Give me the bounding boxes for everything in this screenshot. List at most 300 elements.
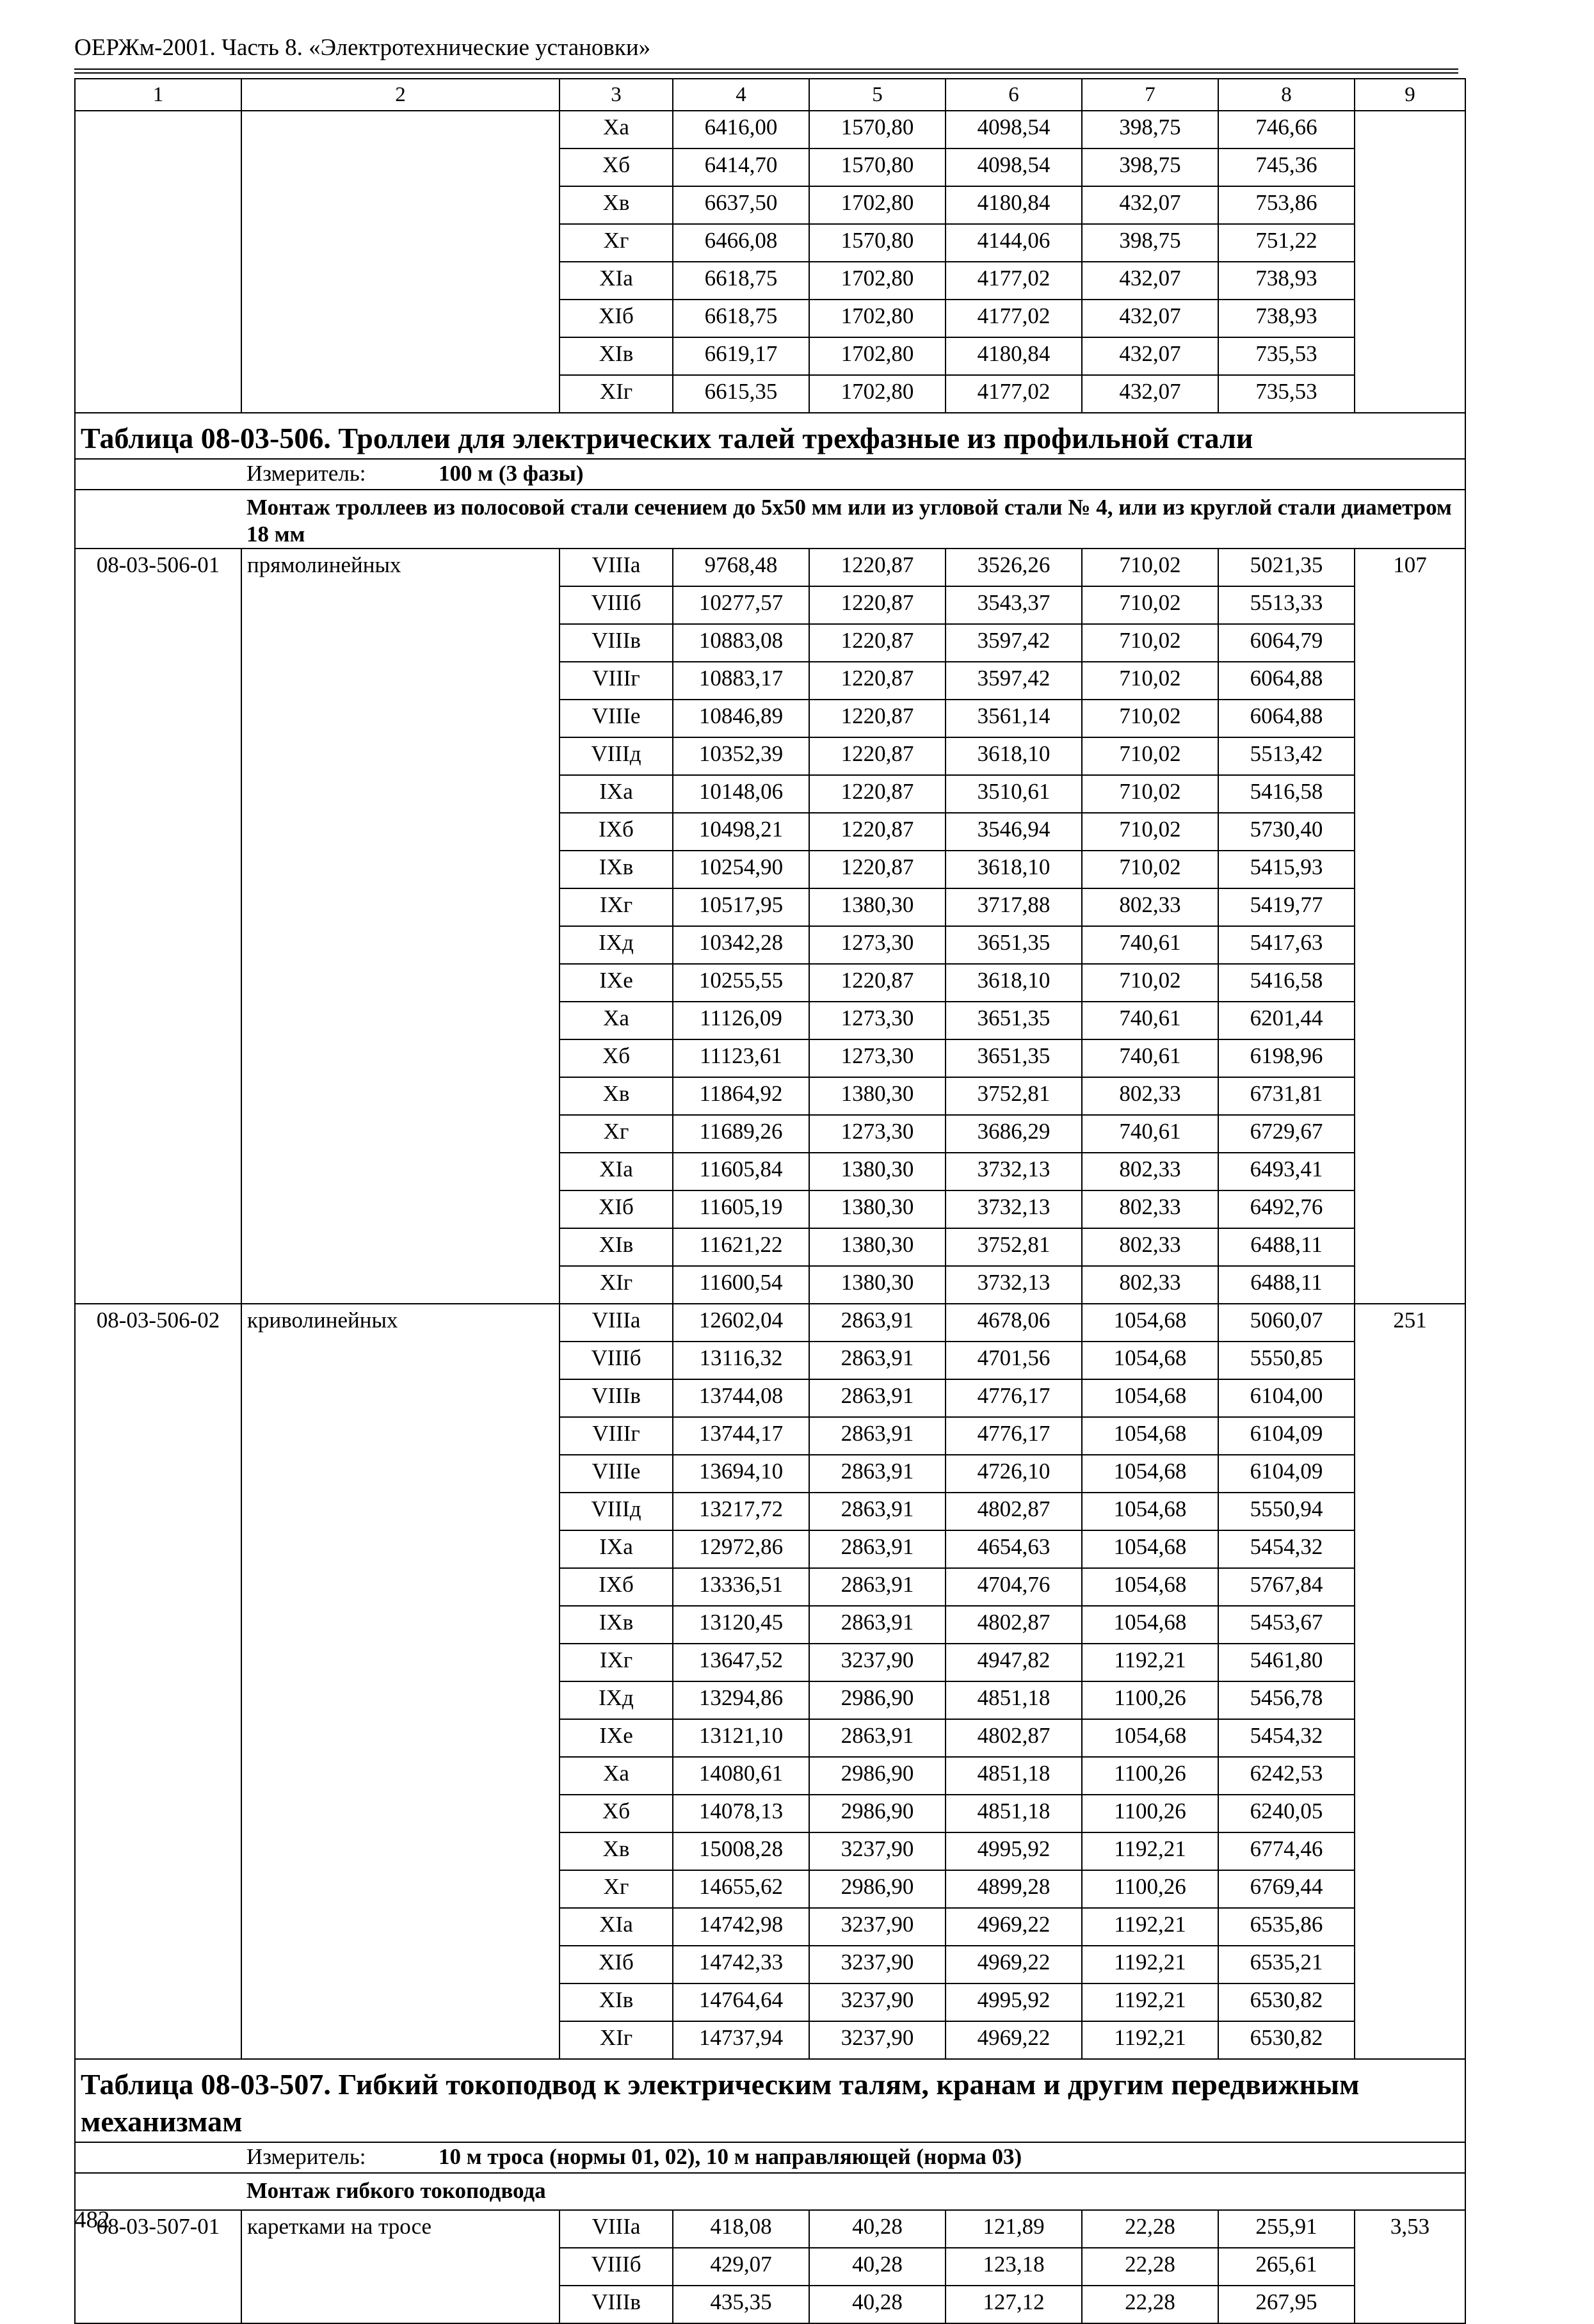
empty-cell — [1355, 1530, 1465, 1568]
empty-cell — [241, 1228, 560, 1266]
price-value: 3651,35 — [946, 926, 1082, 964]
price-value: 5416,58 — [1218, 775, 1355, 813]
empty-cell — [241, 926, 560, 964]
price-value: 1380,30 — [809, 1266, 946, 1304]
measure-row — [75, 459, 1465, 490]
table-row — [75, 1153, 1465, 1190]
price-value: 14764,64 — [673, 1983, 809, 2021]
price-value: 3618,10 — [946, 737, 1082, 775]
price-value: 710,02 — [1082, 775, 1218, 813]
price-value: 2986,90 — [809, 1757, 946, 1795]
empty-cell — [1355, 1228, 1465, 1266]
price-value: 4851,18 — [946, 1681, 1082, 1719]
zone-label: XIa — [560, 1153, 673, 1190]
price-value: 746,66 — [1218, 111, 1355, 148]
price-value: 1220,87 — [809, 775, 946, 813]
empty-cell — [1355, 1606, 1465, 1644]
price-value: 1380,30 — [809, 1077, 946, 1115]
price-value: 5453,67 — [1218, 1606, 1355, 1644]
empty-cell — [1355, 1417, 1465, 1455]
price-value: 265,61 — [1218, 2248, 1355, 2286]
price-value: 13120,45 — [673, 1606, 809, 1644]
price-value: 4180,84 — [946, 186, 1082, 224]
empty-cell — [241, 1870, 560, 1908]
price-value: 11600,54 — [673, 1266, 809, 1304]
price-value: 1380,30 — [809, 1153, 946, 1190]
price-value: 1220,87 — [809, 662, 946, 700]
price-value: 1702,80 — [809, 300, 946, 337]
price-value: 5550,94 — [1218, 1493, 1355, 1530]
empty-cell — [75, 775, 241, 813]
empty-cell — [241, 1795, 560, 1832]
empty-cell — [1355, 1115, 1465, 1153]
price-value: 1273,30 — [809, 926, 946, 964]
price-value: 6619,17 — [673, 337, 809, 375]
table-row — [75, 1077, 1465, 1115]
zone-label: VIIIд — [560, 737, 673, 775]
zone-label: VIIIe — [560, 700, 673, 737]
price-value: 2863,91 — [809, 1379, 946, 1417]
price-value: 40,28 — [809, 2286, 946, 2323]
table-row — [75, 1946, 1465, 1983]
price-value: 5454,32 — [1218, 1719, 1355, 1757]
price-value: 11605,19 — [673, 1190, 809, 1228]
price-value: 1192,21 — [1082, 1983, 1218, 2021]
price-value: 6466,08 — [673, 224, 809, 262]
price-value: 2986,90 — [809, 1870, 946, 1908]
price-value: 1100,26 — [1082, 1681, 1218, 1719]
empty-cell — [75, 148, 241, 186]
empty-cell — [75, 2142, 241, 2173]
price-value: 5454,32 — [1218, 1530, 1355, 1568]
price-value: 10517,95 — [673, 888, 809, 926]
zone-label: XIб — [560, 1190, 673, 1228]
measure-value: 100 м (3 фазы) — [439, 461, 584, 486]
column-number: 6 — [946, 79, 1082, 111]
price-value: 5419,77 — [1218, 888, 1355, 926]
price-value: 4899,28 — [946, 1870, 1082, 1908]
column-number: 7 — [1082, 79, 1218, 111]
price-value: 2986,90 — [809, 1681, 946, 1719]
price-value: 11621,22 — [673, 1228, 809, 1266]
empty-cell — [75, 662, 241, 700]
column-number: 4 — [673, 79, 809, 111]
table-row — [75, 964, 1465, 1002]
price-value: 740,61 — [1082, 1115, 1218, 1153]
price-value: 3686,29 — [946, 1115, 1082, 1153]
price-value: 751,22 — [1218, 224, 1355, 262]
empty-cell — [1355, 624, 1465, 662]
price-value: 6535,86 — [1218, 1908, 1355, 1946]
price-value: 4776,17 — [946, 1417, 1082, 1455]
empty-cell — [241, 1455, 560, 1493]
header-rule — [74, 72, 1458, 74]
price-value: 13647,52 — [673, 1644, 809, 1681]
price-value: 3651,35 — [946, 1002, 1082, 1039]
zone-label: VIIIб — [560, 1342, 673, 1379]
work-subtitle: Монтаж троллеев из полосовой стали сечением до 5х50 мм или из угловой стали № 4, или из круглой стали диаметром 18 мм — [241, 490, 1465, 549]
price-value: 6729,67 — [1218, 1115, 1355, 1153]
price-value: 1380,30 — [809, 1228, 946, 1266]
empty-cell — [75, 186, 241, 224]
measure-label: Измеритель: — [246, 2144, 366, 2169]
price-value: 3237,90 — [809, 1832, 946, 1870]
price-value: 3752,81 — [946, 1228, 1082, 1266]
empty-cell — [241, 1606, 560, 1644]
empty-cell — [1355, 813, 1465, 851]
price-value: 1192,21 — [1082, 2021, 1218, 2059]
column-number: 5 — [809, 79, 946, 111]
price-value: 753,86 — [1218, 186, 1355, 224]
empty-cell — [75, 337, 241, 375]
zone-label: IXв — [560, 1606, 673, 1644]
empty-cell — [241, 1832, 560, 1870]
table-row — [75, 262, 1465, 300]
price-value: 4177,02 — [946, 300, 1082, 337]
table-row — [75, 1493, 1465, 1530]
empty-cell — [75, 1417, 241, 1455]
price-value: 22,28 — [1082, 2286, 1218, 2323]
price-value: 6488,11 — [1218, 1266, 1355, 1304]
zone-label: IXe — [560, 1719, 673, 1757]
empty-cell — [1355, 1379, 1465, 1417]
empty-cell — [75, 1946, 241, 1983]
zone-label: XIa — [560, 262, 673, 300]
empty-cell — [241, 1493, 560, 1530]
zone-label: XIг — [560, 1266, 673, 1304]
price-value: 13744,08 — [673, 1379, 809, 1417]
price-value: 1570,80 — [809, 224, 946, 262]
empty-cell — [1355, 224, 1465, 262]
table-row — [75, 624, 1465, 662]
page-number: 482 — [74, 2207, 110, 2233]
zone-label: VIIIв — [560, 1379, 673, 1417]
table-row — [75, 1795, 1465, 1832]
table-title-row — [75, 2059, 1465, 2142]
table-row — [75, 1039, 1465, 1077]
empty-cell — [241, 964, 560, 1002]
empty-cell — [75, 1379, 241, 1417]
zone-label: VIIIб — [560, 586, 673, 624]
empty-cell — [75, 1493, 241, 1530]
price-value: 398,75 — [1082, 224, 1218, 262]
price-value: 2863,91 — [809, 1606, 946, 1644]
price-value: 1054,68 — [1082, 1455, 1218, 1493]
price-value: 418,08 — [673, 2210, 809, 2248]
price-value: 432,07 — [1082, 262, 1218, 300]
price-value: 1192,21 — [1082, 1908, 1218, 1946]
empty-cell — [241, 1115, 560, 1153]
price-value: 1220,87 — [809, 737, 946, 775]
empty-cell — [241, 375, 560, 413]
table-row — [75, 1983, 1465, 2021]
table-row — [75, 1266, 1465, 1304]
zone-label: IXa — [560, 775, 673, 813]
empty-cell — [1355, 737, 1465, 775]
table-row — [75, 1228, 1465, 1266]
price-value: 1702,80 — [809, 375, 946, 413]
price-value: 6535,21 — [1218, 1946, 1355, 1983]
empty-cell — [241, 1568, 560, 1606]
empty-cell — [75, 1832, 241, 1870]
empty-cell — [75, 1266, 241, 1304]
price-value: 802,33 — [1082, 1190, 1218, 1228]
empty-cell — [75, 851, 241, 888]
empty-cell — [241, 700, 560, 737]
price-value: 10352,39 — [673, 737, 809, 775]
empty-cell — [1355, 375, 1465, 413]
price-value: 1570,80 — [809, 148, 946, 186]
price-value: 11864,92 — [673, 1077, 809, 1115]
zone-label: IXд — [560, 1681, 673, 1719]
column-number: 1 — [75, 79, 241, 111]
price-value: 6530,82 — [1218, 2021, 1355, 2059]
empty-cell — [241, 1417, 560, 1455]
empty-cell — [1355, 1870, 1465, 1908]
price-value: 6242,53 — [1218, 1757, 1355, 1795]
price-value: 3732,13 — [946, 1153, 1082, 1190]
price-value: 2863,91 — [809, 1417, 946, 1455]
empty-cell — [75, 1002, 241, 1039]
table-row — [75, 224, 1465, 262]
price-value: 3237,90 — [809, 1644, 946, 1681]
price-value: 6637,50 — [673, 186, 809, 224]
price-value: 14737,94 — [673, 2021, 809, 2059]
price-value: 1220,87 — [809, 624, 946, 662]
price-value: 710,02 — [1082, 700, 1218, 737]
price-value: 1380,30 — [809, 1190, 946, 1228]
empty-cell — [241, 2021, 560, 2059]
zone-label: Xг — [560, 224, 673, 262]
empty-cell — [241, 1530, 560, 1568]
empty-cell — [241, 888, 560, 926]
price-value: 1054,68 — [1082, 1379, 1218, 1417]
price-value: 1220,87 — [809, 851, 946, 888]
measure-row — [75, 2142, 1465, 2173]
price-value: 4969,22 — [946, 1908, 1082, 1946]
price-value: 4969,22 — [946, 2021, 1082, 2059]
price-value: 13116,32 — [673, 1342, 809, 1379]
price-value: 740,61 — [1082, 1002, 1218, 1039]
price-value: 2986,90 — [809, 1795, 946, 1832]
empty-cell — [1355, 1983, 1465, 2021]
price-value: 1702,80 — [809, 262, 946, 300]
price-value: 1380,30 — [809, 888, 946, 926]
price-value: 802,33 — [1082, 1228, 1218, 1266]
price-value: 432,07 — [1082, 186, 1218, 224]
price-value: 6064,79 — [1218, 624, 1355, 662]
norm-name: криволинейных — [241, 1304, 560, 1342]
price-value: 1192,21 — [1082, 1644, 1218, 1681]
price-value: 123,18 — [946, 2248, 1082, 2286]
price-value: 10498,21 — [673, 813, 809, 851]
empty-cell — [75, 1757, 241, 1795]
price-value: 267,95 — [1218, 2286, 1355, 2323]
empty-cell — [1355, 1681, 1465, 1719]
table-row — [75, 1870, 1465, 1908]
price-value: 40,28 — [809, 2210, 946, 2248]
price-value: 2863,91 — [809, 1530, 946, 1568]
price-value: 5513,42 — [1218, 737, 1355, 775]
table-row — [75, 851, 1465, 888]
zone-label: VIIIa — [560, 2210, 673, 2248]
price-value: 1100,26 — [1082, 1795, 1218, 1832]
empty-cell — [75, 737, 241, 775]
price-value: 710,02 — [1082, 662, 1218, 700]
price-value: 4969,22 — [946, 1946, 1082, 1983]
empty-cell — [241, 1039, 560, 1077]
price-value: 6769,44 — [1218, 1870, 1355, 1908]
price-value: 2863,91 — [809, 1719, 946, 1757]
price-value: 4177,02 — [946, 262, 1082, 300]
price-value: 1220,87 — [809, 549, 946, 586]
price-value: 1570,80 — [809, 111, 946, 148]
price-value: 6104,00 — [1218, 1379, 1355, 1417]
price-value: 3752,81 — [946, 1077, 1082, 1115]
price-value: 40,28 — [809, 2248, 946, 2286]
table-row — [75, 2021, 1465, 2059]
price-value: 3717,88 — [946, 888, 1082, 926]
price-value: 6064,88 — [1218, 662, 1355, 700]
zone-label: VIIIa — [560, 549, 673, 586]
price-value: 4802,87 — [946, 1493, 1082, 1530]
empty-cell — [1355, 1719, 1465, 1757]
table-row — [75, 549, 1465, 586]
price-value: 3597,42 — [946, 624, 1082, 662]
price-value: 1054,68 — [1082, 1530, 1218, 1568]
price-value: 6416,00 — [673, 111, 809, 148]
empty-cell — [75, 1681, 241, 1719]
price-value: 3546,94 — [946, 813, 1082, 851]
price-value: 10254,90 — [673, 851, 809, 888]
price-value: 6530,82 — [1218, 1983, 1355, 2021]
price-value: 4098,54 — [946, 111, 1082, 148]
price-value: 6774,46 — [1218, 1832, 1355, 1870]
empty-cell — [241, 2286, 560, 2323]
empty-cell — [241, 1644, 560, 1681]
table-row — [75, 2248, 1465, 2286]
price-value: 6201,44 — [1218, 1002, 1355, 1039]
price-value: 398,75 — [1082, 148, 1218, 186]
price-value: 710,02 — [1082, 737, 1218, 775]
empty-cell — [1355, 262, 1465, 300]
price-value: 6104,09 — [1218, 1455, 1355, 1493]
price-value: 10883,17 — [673, 662, 809, 700]
price-value: 5060,07 — [1218, 1304, 1355, 1342]
empty-cell — [1355, 1493, 1465, 1530]
price-value: 127,12 — [946, 2286, 1082, 2323]
price-value: 3543,37 — [946, 586, 1082, 624]
price-value: 6493,41 — [1218, 1153, 1355, 1190]
price-value: 1054,68 — [1082, 1568, 1218, 1606]
zone-label: Xв — [560, 1832, 673, 1870]
empty-cell — [241, 662, 560, 700]
price-value: 710,02 — [1082, 586, 1218, 624]
price-value: 1054,68 — [1082, 1304, 1218, 1342]
price-value: 5767,84 — [1218, 1568, 1355, 1606]
empty-cell — [241, 148, 560, 186]
zone-label: VIIIa — [560, 1304, 673, 1342]
price-value: 1100,26 — [1082, 1757, 1218, 1795]
empty-cell — [75, 111, 241, 148]
price-value: 10277,57 — [673, 586, 809, 624]
norm-code: 08-03-506-01 — [75, 549, 241, 586]
empty-cell — [1355, 148, 1465, 186]
empty-cell — [241, 111, 560, 148]
price-value: 6198,96 — [1218, 1039, 1355, 1077]
price-value: 5513,33 — [1218, 586, 1355, 624]
table-row — [75, 586, 1465, 624]
table-row — [75, 1908, 1465, 1946]
zone-label: Xб — [560, 1795, 673, 1832]
zone-label: Xб — [560, 1039, 673, 1077]
empty-cell — [75, 1342, 241, 1379]
empty-cell — [1355, 1757, 1465, 1795]
empty-cell — [241, 851, 560, 888]
price-value: 3618,10 — [946, 964, 1082, 1002]
column-number: 9 — [1355, 79, 1465, 111]
zone-label: IXб — [560, 813, 673, 851]
table-row — [75, 1757, 1465, 1795]
empty-cell — [1355, 1908, 1465, 1946]
zone-label: Xa — [560, 1002, 673, 1039]
price-value: 738,93 — [1218, 300, 1355, 337]
table-row — [75, 888, 1465, 926]
empty-cell — [1355, 1832, 1465, 1870]
empty-cell — [241, 186, 560, 224]
zone-label: IXe — [560, 964, 673, 1002]
empty-cell — [75, 375, 241, 413]
price-value: 3597,42 — [946, 662, 1082, 700]
zone-label: IXд — [560, 926, 673, 964]
price-value: 4701,56 — [946, 1342, 1082, 1379]
subtitle-row — [75, 490, 1465, 549]
measure-cell — [241, 459, 1465, 490]
price-value: 3732,13 — [946, 1266, 1082, 1304]
empty-cell — [1355, 1153, 1465, 1190]
price-value: 4947,82 — [946, 1644, 1082, 1681]
empty-cell — [75, 1568, 241, 1606]
table-row — [75, 1568, 1465, 1606]
price-value: 398,75 — [1082, 111, 1218, 148]
zone-label: IXa — [560, 1530, 673, 1568]
price-value: 4180,84 — [946, 337, 1082, 375]
norm-name: каретками на тросе — [241, 2210, 560, 2248]
empty-cell — [75, 300, 241, 337]
price-value: 1054,68 — [1082, 1342, 1218, 1379]
table-row — [75, 1606, 1465, 1644]
table-row — [75, 737, 1465, 775]
empty-cell — [241, 337, 560, 375]
table-row — [75, 662, 1465, 700]
price-value: 5456,78 — [1218, 1681, 1355, 1719]
empty-cell — [1355, 1568, 1465, 1606]
price-value: 3237,90 — [809, 1946, 946, 1983]
zone-label: IXб — [560, 1568, 673, 1606]
price-value: 1273,30 — [809, 1002, 946, 1039]
table-title-row — [75, 413, 1465, 459]
price-value: 2863,91 — [809, 1304, 946, 1342]
price-value: 13294,86 — [673, 1681, 809, 1719]
price-value: 4802,87 — [946, 1606, 1082, 1644]
price-value: 3526,26 — [946, 549, 1082, 586]
price-value: 5730,40 — [1218, 813, 1355, 851]
empty-cell — [1355, 2286, 1465, 2323]
price-value: 14655,62 — [673, 1870, 809, 1908]
price-value: 802,33 — [1082, 1153, 1218, 1190]
measure-value: 10 м троса (нормы 01, 02), 10 м направляющей (норма 03) — [439, 2144, 1022, 2169]
empty-cell — [1355, 775, 1465, 813]
